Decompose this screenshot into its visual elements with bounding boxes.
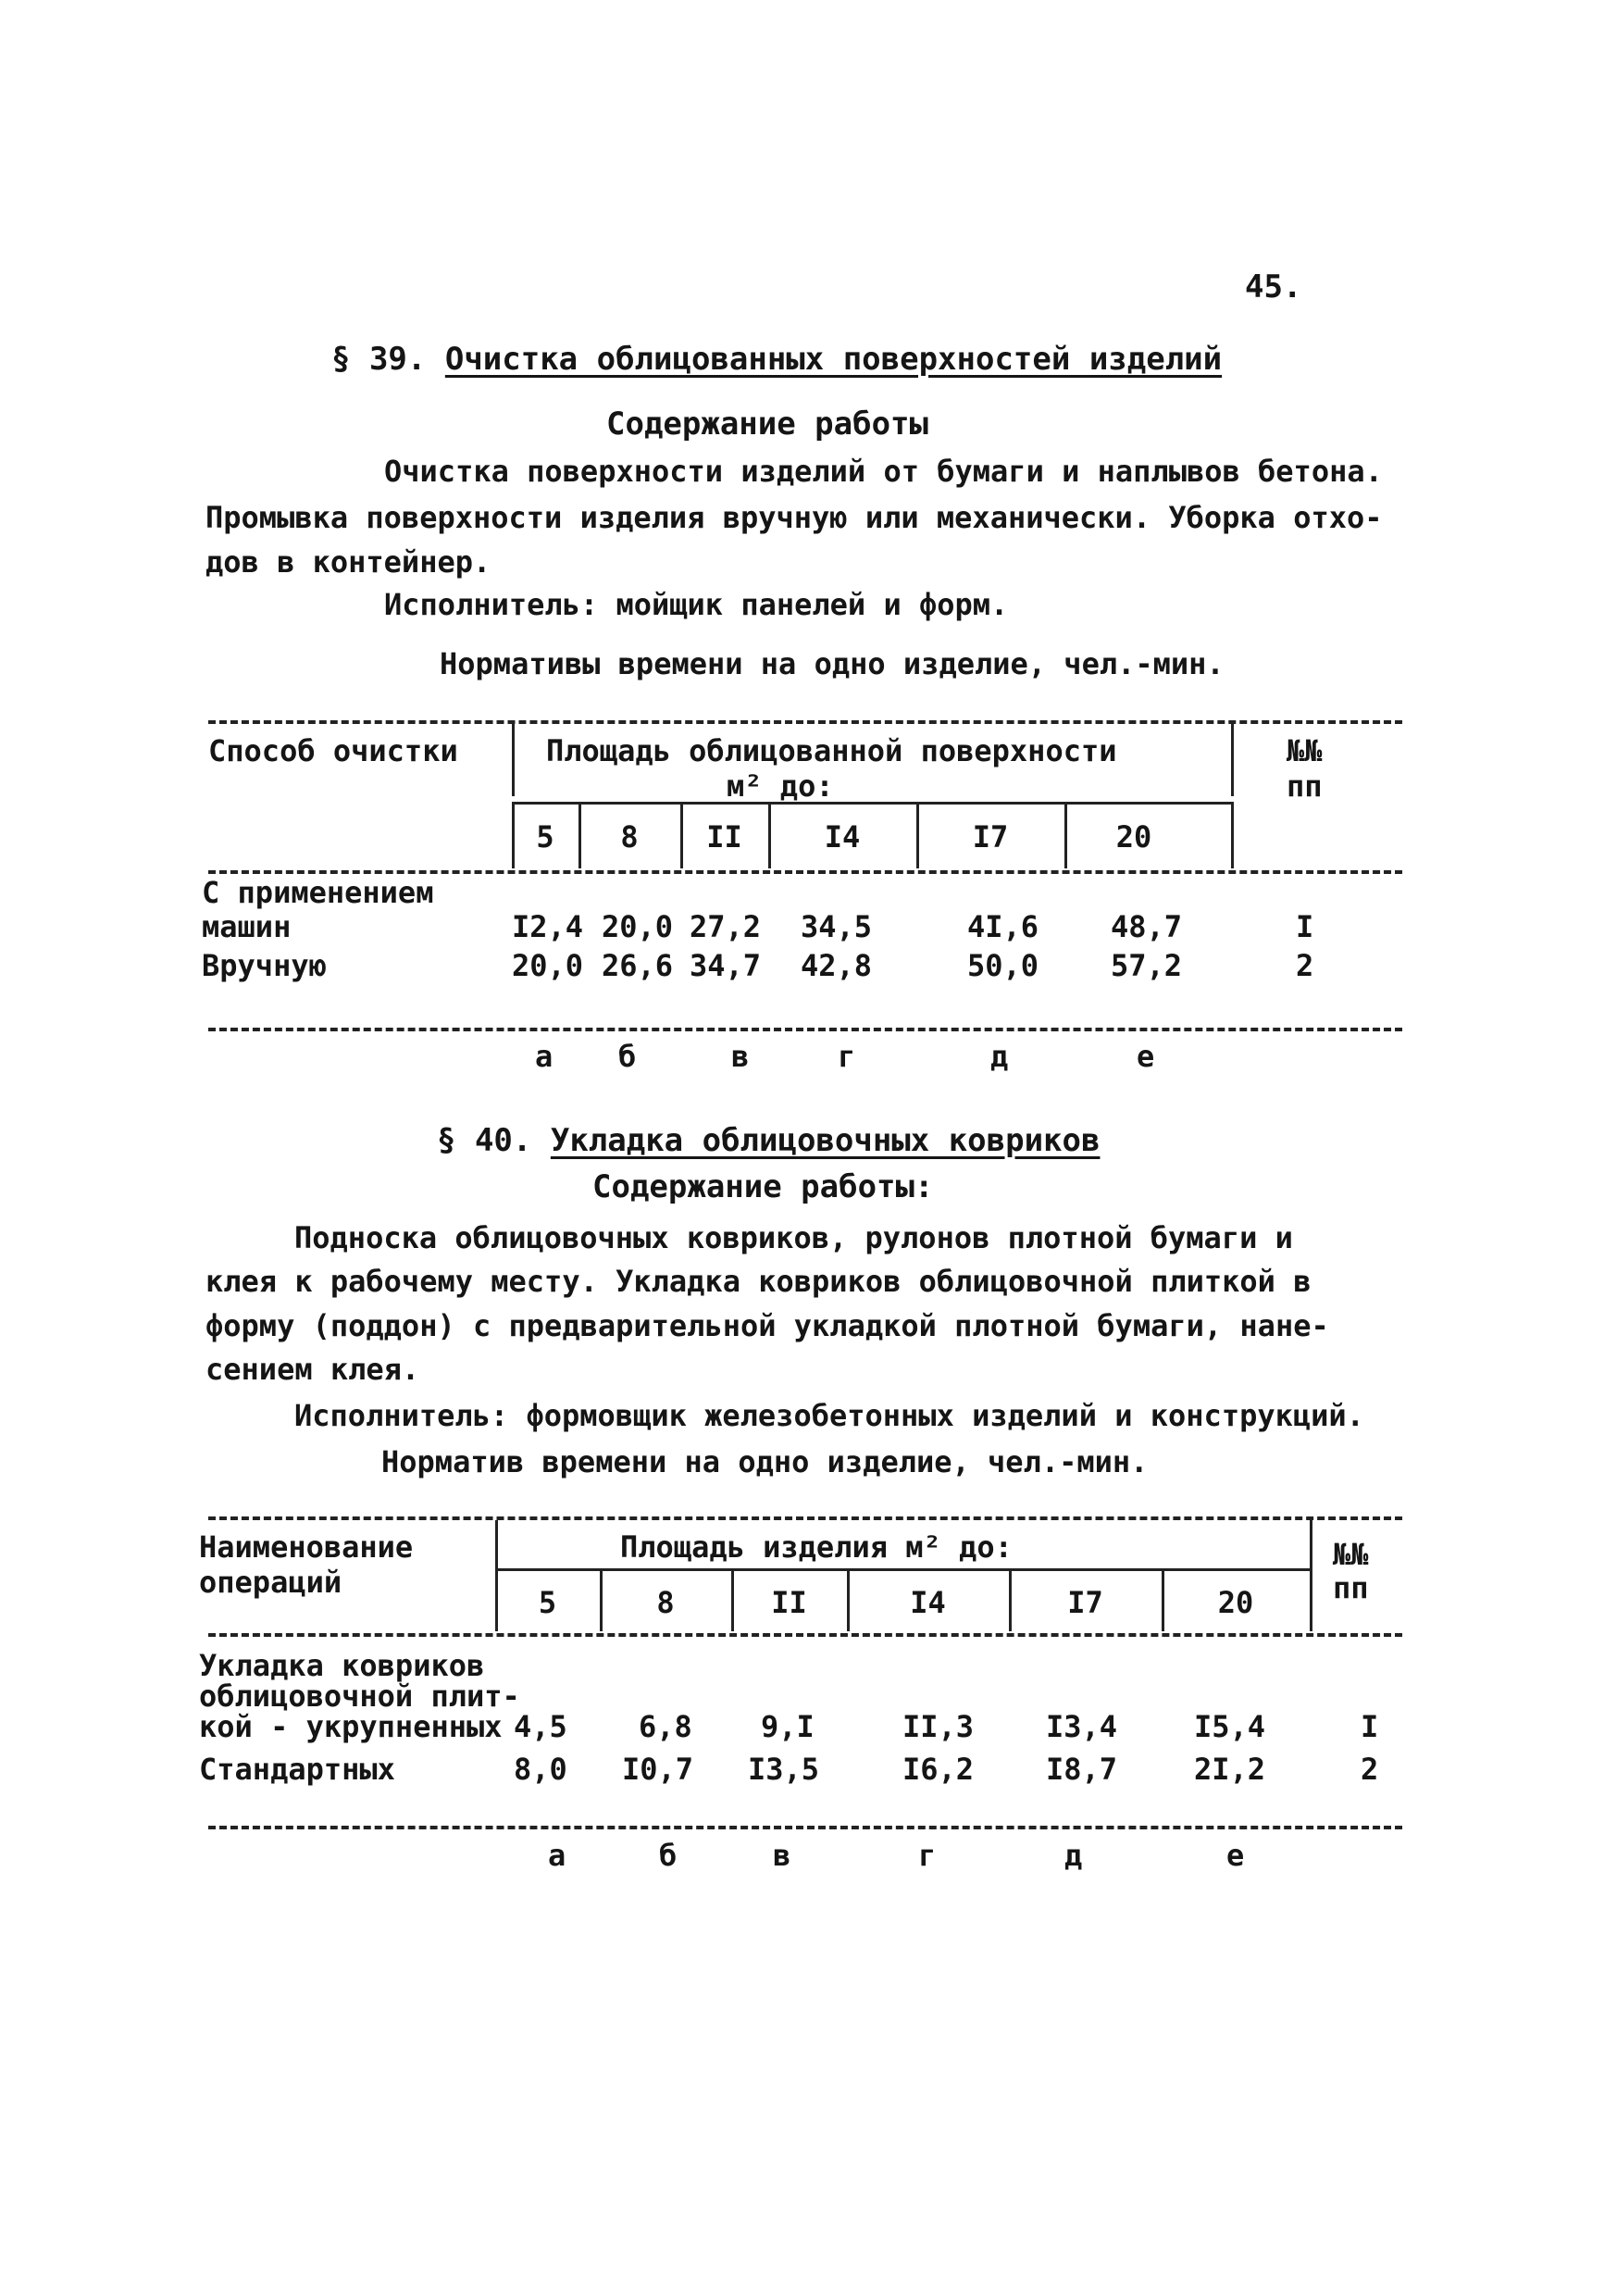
table-39-area-col-g: I4 [824, 819, 861, 855]
table-39-area-col-d: I7 [972, 819, 1009, 855]
table-39-row-2-name: Вручную [202, 948, 327, 983]
table-39-group-header-2: м² до: [727, 768, 834, 804]
table-40-letter-d: д [1064, 1838, 1083, 1873]
table-39-row-2-num: 2 [1296, 948, 1314, 983]
table-39-row-2-value-a: 20,0 [512, 948, 584, 983]
table-40-letter-g: г [918, 1838, 937, 1873]
table-39-num-header-2: пп [1287, 768, 1323, 804]
table-39-row-1-value-e: 48,7 [1111, 909, 1183, 944]
table-40-num-header-1: №№ [1333, 1537, 1369, 1572]
section-40-content-heading: Содержание работы: [592, 1168, 934, 1205]
table-39-row-1-value-b: 20,0 [602, 909, 674, 944]
table-39-row-2-value-b: 26,6 [602, 948, 674, 983]
table-40-row-2-name: Стандартных [199, 1752, 395, 1787]
section-39-norms-caption: Нормативы времени на одно изделие, чел.-мин. [440, 646, 1225, 681]
table-40-row-2-value-v: I3,5 [748, 1752, 820, 1787]
table-40-col-header-1: Наименование [199, 1529, 414, 1565]
table-39-row-1-value-v: 27,2 [690, 909, 762, 944]
table-39-row-1-name-2: машин [202, 909, 292, 944]
table-39-letter-e: е [1137, 1039, 1155, 1074]
table-40-area-col-a: 5 [538, 1585, 557, 1620]
table-40-row-2-value-b: I0,7 [622, 1752, 694, 1787]
table-39-col-divider [1231, 804, 1234, 868]
section-39-heading [331, 341, 1222, 378]
table-39-group-rule [512, 802, 1234, 805]
table-40-row-2-value-g: I6,2 [902, 1752, 975, 1787]
table-39-letter-b: б [618, 1039, 637, 1074]
table-40-row-1-value-e: I5,4 [1194, 1709, 1266, 1744]
section-40-content-line-1: Подноска облицовочных ковриков, рулонов плотной бумаги и [294, 1220, 1293, 1255]
table-39-bracket-left [512, 724, 515, 796]
section-40-content-line-4: сением клея. [205, 1352, 420, 1387]
table-40-area-col-g: I4 [910, 1585, 946, 1620]
table-40-row-1-name-3: кой - укрупненных [199, 1709, 503, 1744]
section-39-content-line-2: Промывка поверхности изделия вручную или механически. Уборка отхо- [205, 500, 1383, 535]
table-39-bracket-right [1231, 724, 1234, 796]
table-40-bottom-rule [208, 1826, 1402, 1829]
table-39-header-rule [208, 870, 1402, 874]
table-40-row-2-num: 2 [1361, 1752, 1379, 1787]
table-39-col-header: Способ очистки [208, 733, 458, 768]
table-40-row-2-value-d: I8,7 [1046, 1752, 1118, 1787]
section-40-content-line-2: клея к рабочему месту. Укладка ковриков облицовочной плиткой в [205, 1264, 1312, 1299]
table-39-top-rule [208, 720, 1402, 724]
table-40-row-2-value-e: 2I,2 [1194, 1752, 1266, 1787]
table-40-letter-e: е [1226, 1838, 1245, 1873]
section-40-norms-caption: Норматив времени на одно изделие, чел.-мин. [381, 1444, 1149, 1479]
table-40-area-col-b: 8 [656, 1585, 675, 1620]
table-39-area-col-b: 8 [620, 819, 639, 855]
table-40-row-2-value-a: 8,0 [514, 1752, 567, 1787]
table-40-area-col-d: I7 [1067, 1585, 1103, 1620]
table-40-row-1-num: I [1361, 1709, 1379, 1744]
table-40-letter-b: б [659, 1838, 678, 1873]
section-39-symbol: § 39. [331, 341, 427, 378]
table-39-row-2-value-d: 50,0 [967, 948, 1039, 983]
section-40-title: Укладка облицовочных ковриков [550, 1122, 1101, 1159]
table-40-top-rule [208, 1516, 1402, 1520]
table-39-letter-v: в [731, 1039, 750, 1074]
table-40-area-col-v: II [771, 1585, 807, 1620]
table-40-row-1-name-1: Укладка ковриков [199, 1648, 485, 1683]
table-40-col-divider [1310, 1570, 1312, 1631]
table-39-row-2-value-v: 34,7 [690, 948, 762, 983]
table-39-row-1-name-1: С применением [202, 875, 434, 910]
table-40-letter-v: в [773, 1838, 791, 1873]
table-39-row-1-value-d: 4I,6 [967, 909, 1039, 944]
table-39-bottom-rule [208, 1028, 1402, 1031]
table-39-letter-a: а [535, 1039, 554, 1074]
table-39-letter-g: г [838, 1039, 856, 1074]
section-39-title: Очистка облицованных поверхностей изделий [444, 341, 1223, 378]
table-40-row-1-value-d: I3,4 [1046, 1709, 1118, 1744]
table-39-area-col-a: 5 [536, 819, 554, 855]
table-39-area-col-v: II [706, 819, 742, 855]
table-39-row-1-value-g: 34,5 [801, 909, 873, 944]
section-40-content-line-3: форму (поддон) с предварительной укладкой плотной бумаги, нане- [205, 1308, 1329, 1343]
table-39-row-2-value-g: 42,8 [801, 948, 873, 983]
section-39-content-heading: Содержание работы [606, 406, 928, 443]
page-number: 45. [1245, 268, 1302, 306]
section-40-symbol: § 40. [437, 1122, 532, 1159]
table-40-row-1-name-2: облицовочной плит- [199, 1678, 520, 1714]
table-39-group-header-1: Площадь облицованной поверхности [546, 733, 1117, 768]
table-40-letter-a: а [548, 1838, 566, 1873]
table-40-area-col-e: 20 [1217, 1585, 1254, 1620]
table-39-area-col-e: 20 [1115, 819, 1152, 855]
table-39-row-1-num: I [1296, 909, 1314, 944]
section-40-heading [437, 1122, 1100, 1159]
section-39-content-line-1: Очистка поверхности изделий от бумаги и наплывов бетона. [384, 454, 1383, 489]
table-39-row-2-value-e: 57,2 [1111, 948, 1183, 983]
table-40-row-1-value-b: 6,8 [639, 1709, 692, 1744]
table-40-header-rule [208, 1633, 1402, 1637]
section-40-performer: Исполнитель: формовщик железобетонных изделий и конструкций. [294, 1398, 1364, 1433]
table-39-row-1-value-a: I2,4 [512, 909, 584, 944]
table-40-num-header-2: пп [1333, 1570, 1369, 1605]
table-40-col-header-2: операций [199, 1565, 342, 1600]
table-40-row-1-value-a: 4,5 [514, 1709, 567, 1744]
section-39-performer: Исполнитель: мойщик панелей и форм. [384, 587, 1009, 622]
table-40-row-1-value-g: II,3 [902, 1709, 975, 1744]
table-39-num-header-1: №№ [1287, 733, 1323, 768]
table-39-letter-d: д [990, 1039, 1009, 1074]
table-40-row-1-value-v: 9,I [761, 1709, 815, 1744]
section-39-content-line-3: дов в контейнер. [205, 544, 491, 580]
table-40-group-header: Площадь изделия м² до: [620, 1529, 1013, 1565]
table-40-group-rule [495, 1568, 1310, 1571]
